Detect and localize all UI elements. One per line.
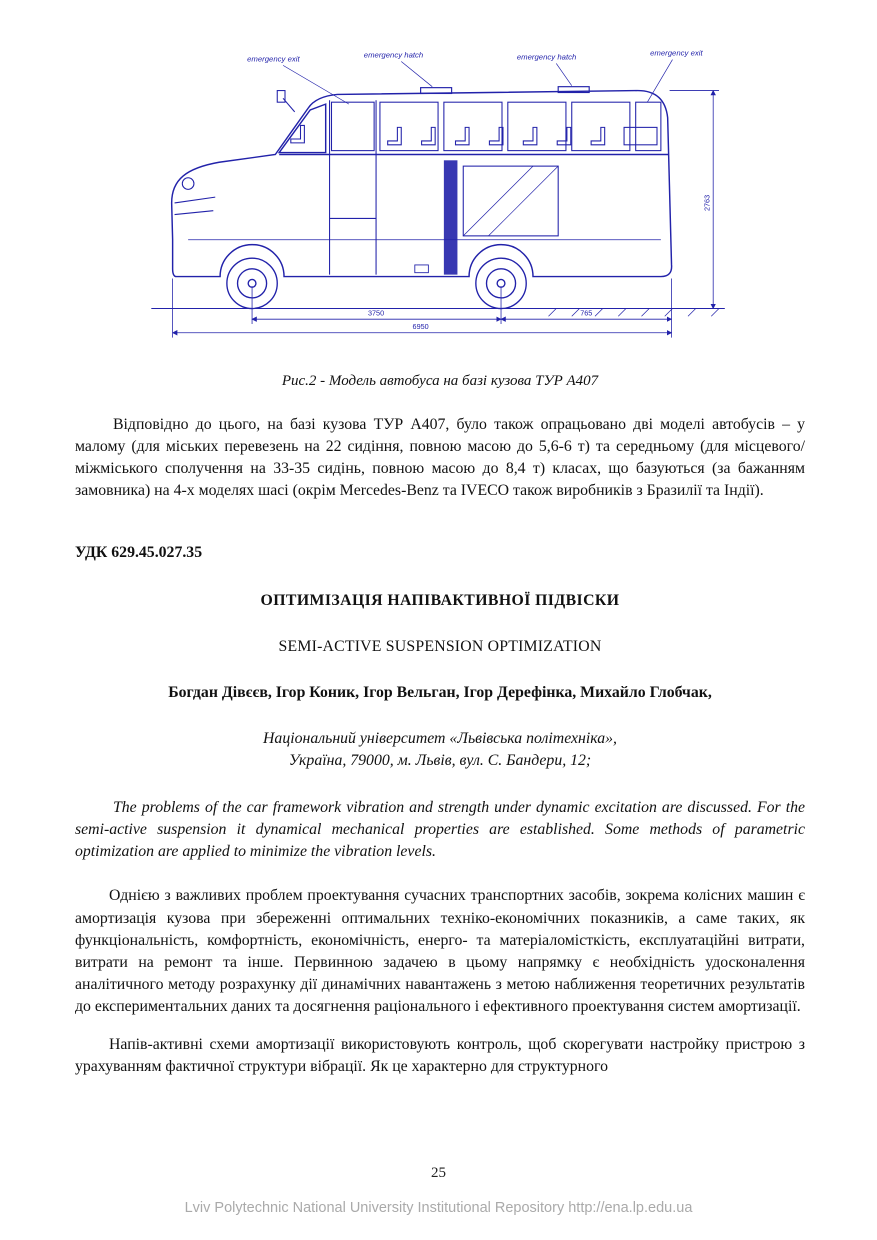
rear-overhang-dim: 765 xyxy=(580,308,593,318)
rear-bench-seat xyxy=(624,127,657,144)
luggage-bay xyxy=(415,160,558,274)
repository-footer: Lviv Polytechnic National University Institutional Repository http://ena.lp.edu.ua xyxy=(184,1200,693,1216)
affiliation-line-2: Україна, 79000, м. Львів, вул. С. Бандери, 12; xyxy=(288,751,592,769)
emergency-exit-left-label: emergency exit xyxy=(247,54,300,64)
authors-line: Богдан Дівєєв, Ігор Коник, Ігор Вельган, Ігор Дерефінка, Михайло Глобчак, xyxy=(168,684,712,702)
height-dim: 2763 xyxy=(702,194,712,212)
figure-caption: Рис.2 - Модель автобуса на базі кузова ТУР А407 xyxy=(281,373,599,389)
overall-length-dim: 6950 xyxy=(412,321,429,331)
windshield xyxy=(279,104,326,152)
emergency-hatch-rear-label: emergency hatch xyxy=(516,52,577,62)
dimension-labels xyxy=(368,195,711,331)
affiliation-block xyxy=(75,728,805,771)
seats xyxy=(291,125,657,144)
intro-paragraph: Відповідно до цього, на базі кузова ТУР А407, було також опрацьовано дві моделі автобусів – у малому (для міських перевезень на 22 сидіння, повною масою до 5,6-6 т) та середньому (для місцевого/міжміського сполучення на 33-35 сидінь, повною масою до 8,4 т) класах, що базуються (за бажанням замовника) на 4-х моделях шасі (окрім Mercedes-Benz та IVECO також виробників з Бразилії та Індії). xyxy=(75,416,805,500)
udc-code: УДК 629.45.027.35 xyxy=(75,544,203,562)
affiliation-line-1: Національний університет «Львівська політехніка», xyxy=(263,730,617,748)
ground-line xyxy=(151,309,725,317)
figure-annotations xyxy=(247,49,703,64)
bus-technical-drawing xyxy=(130,46,750,356)
article-title-uk: ОПТИМІЗАЦІЯ НАПІВАКТИВНОЇ ПІДВІСКИ xyxy=(260,592,620,610)
body-paragraph-2: Напів-активні схеми амортизації використовують контроль, щоб скорегувати настройку пристрою з урахуванням фактичної структури вібрації. Як це характерно для структурного xyxy=(75,1035,805,1075)
abstract-en: The problems of the car framework vibration and strength under dynamic excitation are discussed. For the semi-active suspension it dynamical mechanical properties are established. Some methods of parametric optimization are applied to minimize the vibration levels. xyxy=(75,799,805,861)
emergency-exit-right-label: emergency exit xyxy=(650,48,703,58)
leader-lines xyxy=(283,60,672,105)
article-title-en: SEMI-ACTIVE SUSPENSION OPTIMIZATION xyxy=(278,638,602,656)
headlight xyxy=(182,178,194,190)
emergency-hatch-front-label: emergency hatch xyxy=(363,50,424,60)
bus-body-outline xyxy=(172,91,672,277)
wheelbase-dim: 3750 xyxy=(367,308,385,318)
side-windows xyxy=(330,100,661,274)
body-paragraph-1: Однією з важливих проблем проектування сучасних транспортних засобів, зокрема колісних машин є амортизація кузова при збереженні оптимальних техніко-економічних показників, а саме таких, як функціональність, комфортність, економічність, енерго- та матеріаломісткість, експлуатаційні витрати, витрати на ремонт та інше. Первинною задачею в цьому напрямку є необхідність удосконалення аналітичного методу розрахунку дії динамічних навантажень з метою наближення теоретичних результатів до експериментальних даних та досягнення раціонального і ефективного проектування систем амортизації. xyxy=(75,887,805,1015)
figure-container xyxy=(75,46,805,361)
page-number: 25 xyxy=(431,1165,446,1181)
mirror xyxy=(277,91,285,103)
